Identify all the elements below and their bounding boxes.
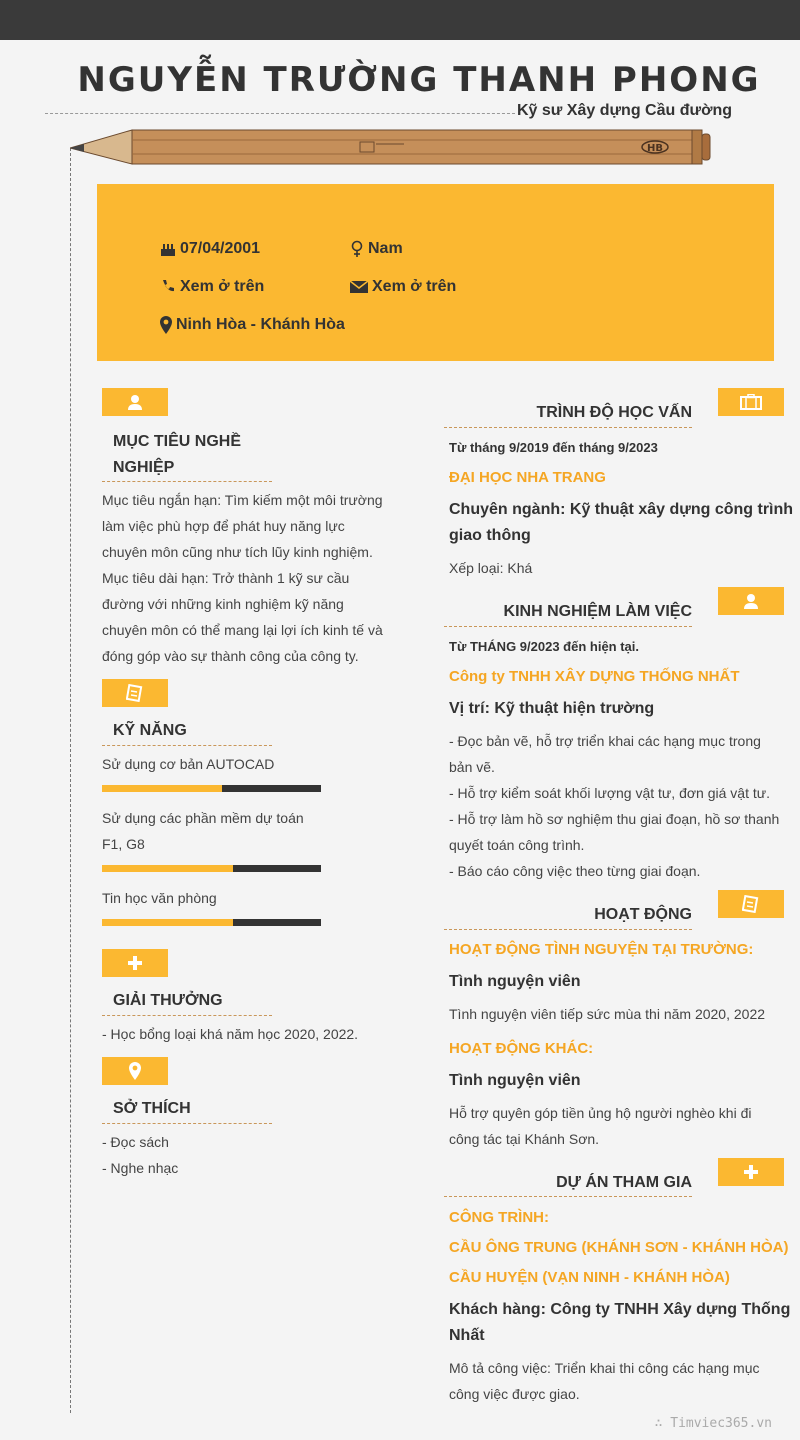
top-bar bbox=[0, 0, 800, 40]
pencil-illustration bbox=[70, 128, 712, 166]
experience-company: Công ty TNHH XÂY DỰNG THỐNG NHẤT bbox=[449, 668, 740, 685]
hobbies-list bbox=[102, 1129, 178, 1181]
experience-badge bbox=[718, 587, 784, 615]
objective-text bbox=[102, 487, 402, 669]
plus-icon bbox=[127, 955, 143, 971]
activities-divider bbox=[444, 929, 692, 930]
activities-title: HOẠT ĐỘNG bbox=[594, 906, 692, 923]
job-title: Kỹ sư Xây dựng Cầu đường bbox=[516, 102, 732, 119]
experience-period: Từ THÁNG 9/2023 đến hiện tại. bbox=[449, 639, 640, 654]
education-school: ĐẠI HỌC NHA TRANG bbox=[449, 469, 606, 486]
project-desc-line: công việc được giao. bbox=[449, 1386, 580, 1402]
hobby-item: - Nghe nhạc bbox=[102, 1160, 179, 1176]
skills-badge bbox=[102, 679, 168, 707]
awards-divider bbox=[102, 1015, 272, 1016]
contact-box bbox=[97, 184, 774, 361]
plus-icon bbox=[743, 1164, 759, 1180]
education-title: TRÌNH ĐỘ HỌC VẤN bbox=[536, 404, 692, 421]
hobby-item: - Đọc sách bbox=[102, 1134, 169, 1150]
duty-line: - Hỗ trợ làm hồ sơ nghiệm thu giai đoạn, hồ sơ thanh bbox=[449, 811, 780, 827]
duty-line: - Báo cáo công việc theo từng giai đoạn. bbox=[449, 863, 701, 879]
notepad-icon bbox=[126, 684, 144, 702]
activity-org: HOẠT ĐỘNG KHÁC: bbox=[449, 1040, 594, 1057]
phone-icon bbox=[160, 279, 176, 295]
skill-level-fill bbox=[102, 919, 233, 926]
project-client-line2: Nhất bbox=[449, 1327, 485, 1344]
duty-line: quyết toán công trình. bbox=[449, 837, 585, 853]
project-name: CẦU HUYỆN (VẠN NINH - KHÁNH HÒA) bbox=[449, 1269, 730, 1286]
skill-name: Tin học văn phòng bbox=[102, 890, 217, 906]
activity-desc: Tình nguyện viên tiếp sức mùa thi năm 2020, 2022 bbox=[449, 1006, 766, 1022]
skills-title: KỸ NĂNG bbox=[113, 722, 187, 739]
awards-text: - Học bổng loại khá năm học 2020, 2022. bbox=[102, 1026, 359, 1042]
objective-title bbox=[113, 429, 241, 481]
skill-level-bar bbox=[102, 785, 321, 792]
map-marker-icon bbox=[160, 316, 172, 334]
email-item bbox=[350, 278, 456, 296]
objective-line: đường với những kinh nghiệm kỹ năng bbox=[102, 596, 344, 612]
birthday-item bbox=[160, 240, 260, 258]
timeline-line bbox=[70, 148, 71, 1413]
activity-role: Tình nguyện viên bbox=[449, 1072, 581, 1089]
objective-title-line2: NGHIỆP bbox=[113, 459, 175, 476]
education-divider bbox=[444, 427, 692, 428]
skill-name bbox=[102, 805, 304, 857]
activities-badge bbox=[718, 890, 784, 918]
education-period: Từ tháng 9/2019 đến tháng 9/2023 bbox=[449, 440, 658, 455]
project-desc-line: Mô tả công việc: Triển khai thi công các hạng mục bbox=[449, 1360, 760, 1376]
pencil-label: HB bbox=[647, 143, 663, 154]
education-major bbox=[449, 497, 793, 549]
gender-item bbox=[350, 240, 403, 258]
awards-badge bbox=[102, 949, 168, 977]
objective-line: chuyên môn cũng như tích lũy kinh nghiệm. bbox=[102, 544, 373, 560]
objective-divider bbox=[102, 481, 272, 482]
email-value: Xem ở trên bbox=[372, 278, 457, 295]
project-name: CẦU ÔNG TRUNG (KHÁNH SƠN - KHÁNH HÒA) bbox=[449, 1239, 789, 1256]
suitcase-icon bbox=[740, 394, 762, 410]
education-grade: Xếp loại: Khá bbox=[449, 560, 533, 576]
objective-line: đóng góp vào sự thành công của công ty. bbox=[102, 648, 359, 664]
project-client-line1: Khách hàng: Công ty TNHH Xây dựng Thống bbox=[449, 1301, 791, 1318]
skill-name: Sử dụng cơ bản AUTOCAD bbox=[102, 756, 275, 772]
objective-line: Mục tiêu ngắn hạn: Tìm kiếm một môi trường bbox=[102, 492, 383, 508]
watermark: ∴ Timviec365.vn bbox=[654, 1416, 772, 1431]
objective-badge bbox=[102, 388, 168, 416]
birthday-value: 07/04/2001 bbox=[180, 240, 261, 257]
activity-desc-line: công tác tại Khánh Sơn. bbox=[449, 1131, 600, 1147]
phone-item bbox=[160, 278, 264, 296]
hobbies-badge bbox=[102, 1057, 168, 1085]
skills-divider bbox=[102, 745, 272, 746]
activity-desc-line: Hỗ trợ quyên góp tiền ủng hộ người nghèo khi đi bbox=[449, 1105, 752, 1121]
projects-badge bbox=[718, 1158, 784, 1186]
gender-value: Nam bbox=[368, 240, 403, 257]
project-desc bbox=[449, 1355, 789, 1407]
objective-title-line1: MỤC TIÊU NGHỀ bbox=[113, 433, 241, 450]
projects-divider bbox=[444, 1196, 692, 1197]
skill-level-fill bbox=[102, 785, 222, 792]
objective-line: Mục tiêu dài hạn: Trở thành 1 kỹ sư cầu bbox=[102, 570, 350, 586]
candidate-name: NGUYỄN TRƯỜNG THANH PHONG bbox=[77, 60, 761, 100]
experience-divider bbox=[444, 626, 692, 627]
hobbies-title: SỞ THÍCH bbox=[113, 1100, 191, 1117]
notepad-icon bbox=[742, 895, 760, 913]
objective-line: chuyên môn có thể mang lại lợi ích kinh tế và bbox=[102, 622, 383, 638]
duty-line: bản vẽ. bbox=[449, 759, 495, 775]
experience-position: Vị trí: Kỹ thuật hiện trường bbox=[449, 700, 655, 717]
envelope-icon bbox=[350, 280, 368, 294]
project-heading: CÔNG TRÌNH: bbox=[449, 1209, 549, 1226]
skill-level-bar bbox=[102, 865, 321, 872]
user-icon bbox=[743, 593, 759, 609]
education-major-line1: Chuyên ngành: Kỹ thuật xây dựng công trình bbox=[449, 501, 794, 518]
skill-name-line: F1, G8 bbox=[102, 836, 145, 852]
user-icon bbox=[127, 394, 143, 410]
duty-line: - Hỗ trợ kiểm soát khối lượng vật tư, đơn giá vật tư. bbox=[449, 785, 770, 801]
awards-title: GIẢI THƯỞNG bbox=[113, 992, 223, 1009]
skill-level-bar bbox=[102, 919, 321, 926]
female-icon bbox=[350, 240, 364, 258]
experience-title: KINH NGHIỆM LÀM VIỆC bbox=[503, 603, 692, 620]
map-marker-icon bbox=[129, 1062, 141, 1080]
skill-level-fill bbox=[102, 865, 233, 872]
education-badge bbox=[718, 388, 784, 416]
address-value: Ninh Hòa - Khánh Hòa bbox=[176, 316, 345, 333]
project-client bbox=[449, 1297, 790, 1349]
activity-desc bbox=[449, 1100, 789, 1152]
activity-role: Tình nguyện viên bbox=[449, 973, 581, 990]
education-major-line2: giao thông bbox=[449, 527, 531, 544]
skill-name-line: Sử dụng các phần mềm dự toán bbox=[102, 810, 304, 826]
objective-line: làm việc phù hợp để phát huy năng lực bbox=[102, 518, 345, 534]
address-item bbox=[160, 316, 345, 334]
activity-org: HOẠT ĐỘNG TÌNH NGUYỆN TẠI TRƯỜNG: bbox=[449, 941, 754, 958]
experience-duties bbox=[449, 728, 789, 884]
hobbies-divider bbox=[102, 1123, 272, 1124]
duty-line: - Đọc bản vẽ, hỗ trợ triển khai các hạng mục trong bbox=[449, 733, 761, 749]
birthday-cake-icon bbox=[160, 241, 176, 257]
header-divider bbox=[45, 113, 515, 114]
projects-title: DỰ ÁN THAM GIA bbox=[556, 1174, 692, 1191]
phone-value: Xem ở trên bbox=[180, 278, 265, 295]
